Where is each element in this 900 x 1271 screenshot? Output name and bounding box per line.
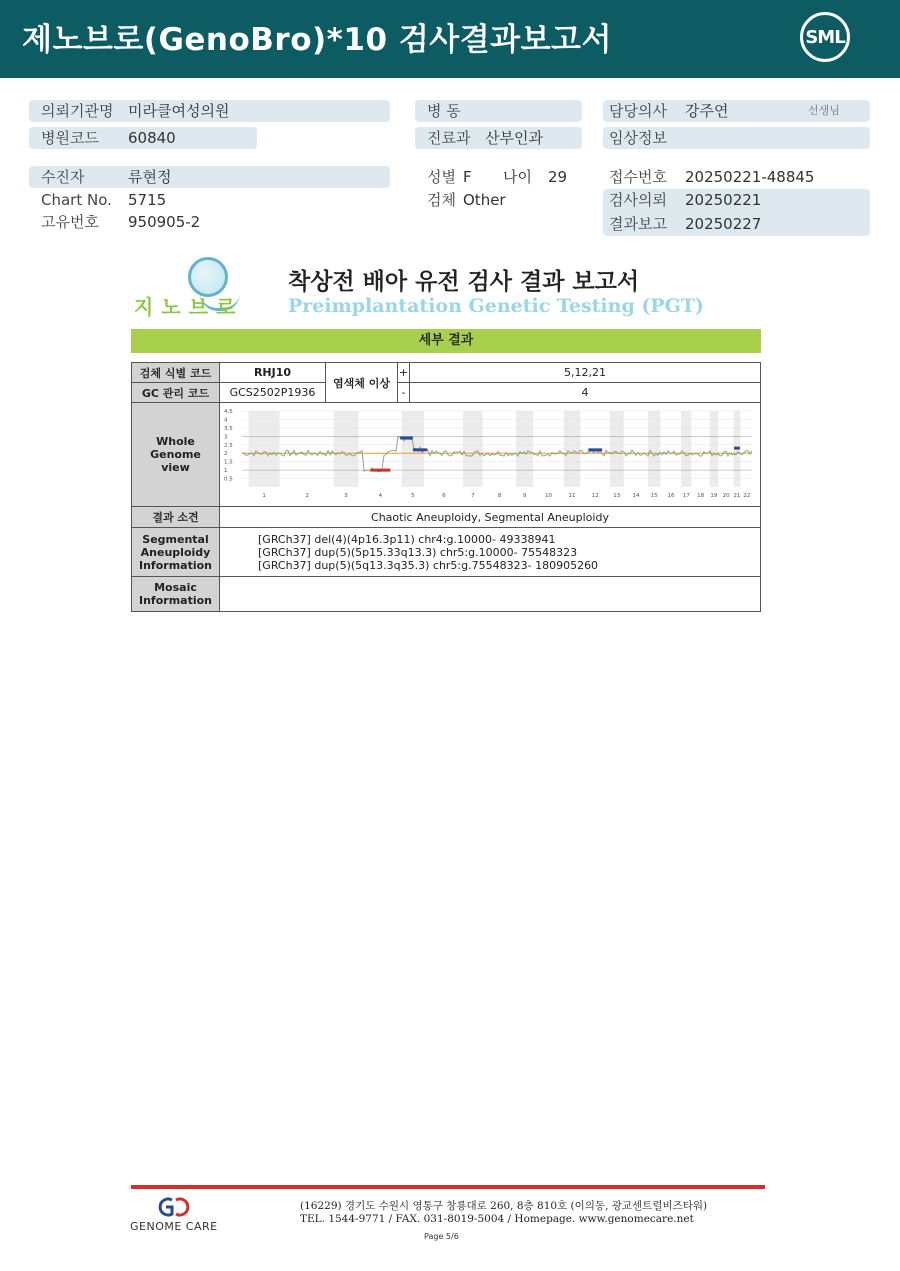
contact-line: TEL. 1544-9771 / FAX. 031-8019-5004 / Homepage. www.genomecare.net <box>300 1213 694 1225</box>
receipt-no-value: 20250221-48845 <box>685 168 815 186</box>
sml-logo: SML <box>800 12 850 62</box>
receipt-no-label: 접수번호 <box>609 168 667 186</box>
chart-no-field <box>29 189 390 211</box>
y-tick-label: 1 <box>224 468 228 475</box>
x-tick-label: 19 <box>710 493 718 499</box>
x-tick-label: 18 <box>697 493 705 499</box>
footer-address <box>300 1200 707 1226</box>
address-line: (16229) 경기도 수원시 영통구 창룡대로 260, 8층 810호 (이의동, 광교센트럴비즈타워) <box>300 1200 708 1212</box>
report-date-label: 결과보고 <box>609 215 667 233</box>
doctor-field <box>603 100 870 122</box>
specimen-value: Other <box>463 191 506 209</box>
ward-label: 병 동 <box>427 102 461 120</box>
mosaic-value <box>220 577 761 612</box>
sex-label: 성별 <box>427 168 456 186</box>
chromosome-band <box>681 411 691 487</box>
hospital-code-label: 병원코드 <box>41 129 99 147</box>
genome-care-logo <box>130 1196 222 1238</box>
x-tick-label: 22 <box>743 493 751 499</box>
institution-label: 의뢰기관명 <box>41 102 114 120</box>
finding-value: Chaotic Aneuploidy, Segmental Aneuploidy <box>220 507 761 528</box>
specimen-id-label: 검체 식별 코드 <box>132 363 220 383</box>
chromosome-band <box>463 411 483 487</box>
x-tick-label: 6 <box>442 493 446 499</box>
age-label: 나이 <box>503 168 532 186</box>
institution-field <box>29 100 390 122</box>
gain-sign: + <box>398 363 410 383</box>
y-tick-label: 0.5 <box>224 476 233 483</box>
gc-code-label: GC 관리 코드 <box>132 383 220 403</box>
x-tick-label: 8 <box>497 493 502 499</box>
specimen-field <box>415 189 585 211</box>
page-number: Page 5/6 <box>424 1232 459 1241</box>
whole-genome-chart <box>222 405 758 501</box>
x-tick-label: 11 <box>568 493 576 499</box>
page-title: 제노브로(GenoBro)*10 검사결과보고서 <box>22 22 612 58</box>
institution-value: 미라클여성의원 <box>128 102 230 120</box>
x-tick-label: 9 <box>522 493 527 499</box>
copy-number-signal <box>242 437 752 472</box>
footer-rule <box>131 1185 765 1189</box>
report-date-value: 20250227 <box>685 215 762 233</box>
x-tick-label: 21 <box>733 493 741 499</box>
x-tick-label: 10 <box>545 493 553 499</box>
chromosome-band <box>249 411 280 487</box>
y-tick-label: 3 <box>224 434 228 441</box>
unique-no-label: 고유번호 <box>41 213 99 231</box>
y-tick-label: 1.5 <box>224 459 233 466</box>
chromosome-band <box>564 411 580 487</box>
y-tick-label: 2 <box>224 451 228 458</box>
sex-value: F <box>463 168 472 186</box>
patient-label: 수진자 <box>41 168 85 186</box>
ward-field <box>415 100 582 122</box>
wgv-label: Whole Genome view <box>132 403 220 507</box>
request-date-label: 검사의뢰 <box>609 191 667 209</box>
receipt-no-field <box>603 166 870 188</box>
x-tick-label: 16 <box>667 493 675 499</box>
x-tick-label: 5 <box>411 493 415 499</box>
finding-label: 결과 소견 <box>132 507 220 528</box>
chromosome-band <box>516 411 533 487</box>
x-tick-label: 14 <box>632 493 640 499</box>
specimen-id-value: RHJ10 <box>220 363 326 383</box>
segmental-line: [GRCh37] dup(5)(5q13.3q35.3) chr5:g.75548323- 180905260 <box>258 558 599 572</box>
x-tick-label: 20 <box>722 493 730 499</box>
doctor-suffix: 선생님 <box>808 104 840 117</box>
chromosome-band <box>710 411 719 487</box>
specimen-label: 검체 <box>427 191 456 209</box>
segmental-line: [GRCh37] dup(5)(5p15.33q13.3) chr5:g.10000- 75548323 <box>258 545 578 559</box>
chart-no-label: Chart No. <box>41 191 112 209</box>
x-tick-label: 15 <box>650 493 658 499</box>
request-date-value: 20250221 <box>685 191 762 209</box>
gain-value: 5,12,21 <box>410 363 761 383</box>
y-tick-label: 3.5 <box>224 425 233 432</box>
x-tick-label: 1 <box>262 493 266 499</box>
dept-field <box>415 127 582 149</box>
loss-value: 4 <box>410 383 761 403</box>
x-tick-label: 17 <box>682 493 690 499</box>
report-title-ko: 착상전 배아 유전 검사 결과 보고서 <box>288 269 640 295</box>
header-bar <box>0 0 900 78</box>
chromosome-band <box>334 411 359 487</box>
hospital-code-field <box>29 127 257 149</box>
clinical-label: 임상정보 <box>609 129 667 147</box>
y-tick-label: 4 <box>224 417 228 424</box>
y-tick-label: 4.5 <box>224 409 233 415</box>
dept-label: 진료과 <box>427 129 471 147</box>
patient-value: 류현정 <box>128 168 172 186</box>
chrom-abn-label: 염색체 이상 <box>326 363 398 403</box>
loss-sign: - <box>398 383 410 403</box>
report-heading <box>130 255 770 325</box>
sex-age-field <box>415 166 585 188</box>
hospital-code-value: 60840 <box>128 129 176 147</box>
segmental-line: [GRCh37] del(4)(4p16.3p11) chr4:g.10000- 49338941 <box>258 532 556 546</box>
company-name: GENOME CARE <box>130 1220 218 1233</box>
chromosome-band <box>648 411 660 487</box>
chart-no-value: 5715 <box>128 191 167 209</box>
x-tick-label: 3 <box>344 493 348 499</box>
chromosome-band <box>610 411 624 487</box>
mosaic-label: Mosaic Information <box>132 577 220 612</box>
genome-care-mark-icon <box>155 1196 193 1218</box>
y-tick-label: 2.5 <box>224 442 233 449</box>
x-tick-label: 4 <box>378 493 383 499</box>
x-tick-label: 2 <box>305 493 310 499</box>
x-tick-label: 12 <box>591 493 599 499</box>
whole-genome-chart-cell <box>220 403 761 507</box>
dept-value: 산부인과 <box>485 129 543 147</box>
age-value: 29 <box>548 168 568 186</box>
segmental-info <box>220 528 761 577</box>
report-title-en: Preimplantation Genetic Testing (PGT) <box>288 295 704 317</box>
x-tick-label: 7 <box>471 493 475 499</box>
genobro-logo-text: 지노브로 <box>134 295 244 319</box>
segmental-label: Segmental Aneuploidy Information <box>132 528 220 577</box>
patient-field <box>29 166 390 188</box>
gc-code-value: GCS2502P1936 <box>220 383 326 403</box>
x-tick-label: 13 <box>613 493 621 499</box>
section-title: 세부 결과 <box>131 329 761 353</box>
unique-no-field <box>29 211 390 233</box>
doctor-value: 강주연 <box>685 102 729 120</box>
detail-table <box>131 362 761 612</box>
doctor-label: 담당의사 <box>609 102 667 120</box>
unique-no-value: 950905-2 <box>128 213 201 231</box>
dates-field <box>603 189 870 236</box>
clinical-field <box>603 127 870 149</box>
